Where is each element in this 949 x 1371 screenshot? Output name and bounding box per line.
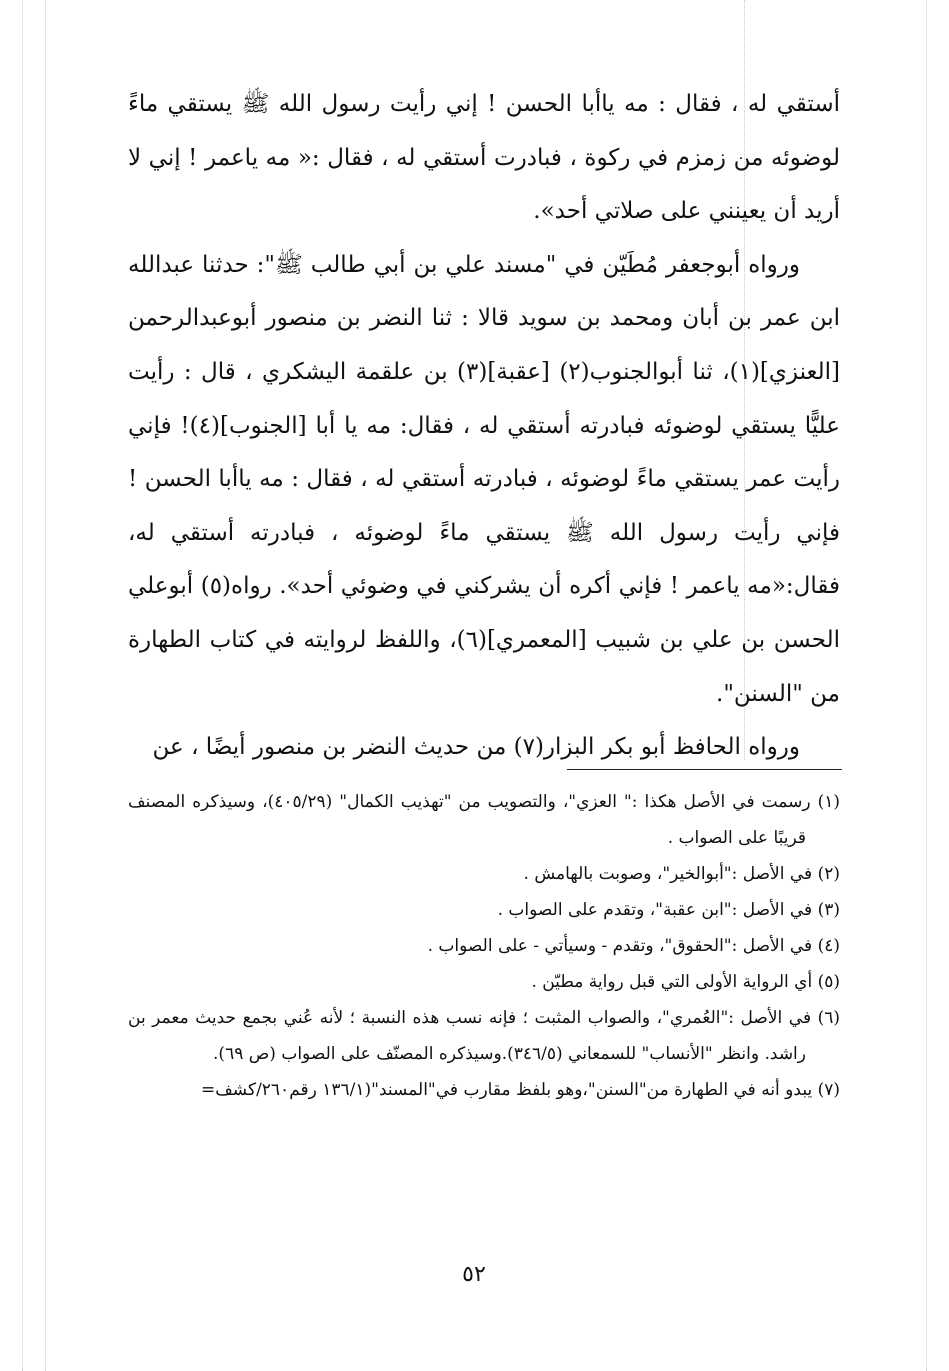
footnote-4: (٤) في الأصل :"الحقوق"، وتقدم - وسيأتي - على الصواب . (427, 936, 840, 956)
footnotes (128, 784, 840, 1108)
scan-guide-line (45, 0, 46, 1371)
footnote-separator (567, 769, 842, 770)
footnote-7: (٧) يبدو أنه في الطهارة من"السنن"،وهو بلفظ مقارب في"المسند"(١٣٦/١ رقم٢٦٠/كشف= (200, 1080, 840, 1100)
page-number: ٥٢ (462, 1262, 486, 1287)
footnote-6: (٦) في الأصل :"العُمري"، والصواب المثبت ؛ فإنه نسب هذه النسبة ؛ لأنه عُني بجمع حديث معمر بن راشد. وانظر "الأنساب" للسمعاني (٣٤٦/٥).وسيذكره المصنّف على الصواب (ص ٦٩). (128, 1008, 840, 1064)
footnote-3: (٣) في الأصل :"ابن عقبة"، وتقدم على الصواب . (497, 900, 840, 920)
scan-guide-line (22, 0, 23, 1371)
paragraph-3: ورواه الحافظ أبو بكر البزار(٧) من حديث النضر بن منصور أيضًا ، عن (152, 734, 800, 761)
paragraph-2: ورواه أبوجعفر مُطَيّن في "مسند علي بن أبي طالب ﷺ": حدثنا عبدالله ابن عمر بن أبان ومحمد بن سويد قالا : ثنا النضر بن منصور أبوعبدالرحمن [العنزي](١)، ثنا أبوالجنوب(٢) [عقبة](٣) بن علقمة اليشكري ، قال : رأيت عليًّا يستقي لوضوئه فبادرته أستقي له ، فقال: مه يا أبا [الجنوب](٤)! فإني رأيت عمر يستقي ماءً لوضوئه ، فبادرته أستقي له ، فقال : مه ياأبا الحسن ! فإني رأيت رسول الله ﷺ يستقي ماءً لوضوئه ، فبادرته أستقي له، فقال:«مه ياعمر ! فإني أكره أن يشركني في وضوئي أحد». رواه(٥) أبوعلي الحسن بن علي بن شبيب [المعمري](٦)، واللفظ لروايته في كتاب الطهارة من "السنن". (128, 251, 841, 707)
footnote-2: (٢) في الأصل :"أبوالخير"، وصوبت بالهامش . (523, 864, 840, 884)
paragraph-1: أستقي له ، فقال : مه ياأبا الحسن ! إني رأيت رسول الله ﷺ يستقي ماءً لوضوئه من زمزم في ركوة ، فبادرت أستقي له ، فقال :« مه ياعمر ! إني لا أريد أن يعينني على صلاتي أحد». (128, 91, 841, 225)
scan-guide-line (926, 0, 927, 1371)
footnote-5: (٥) أي الرواية الأولى التي قبل رواية مطيّن . (531, 972, 840, 992)
main-text (128, 78, 840, 775)
footnote-1: (١) رسمت في الأصل هكذا :" العزي"، والتصويب من "تهذيب الكمال" (٤٠٥/٢٩)، وسيذكره المصنف قريبًا على الصواب . (128, 792, 840, 848)
